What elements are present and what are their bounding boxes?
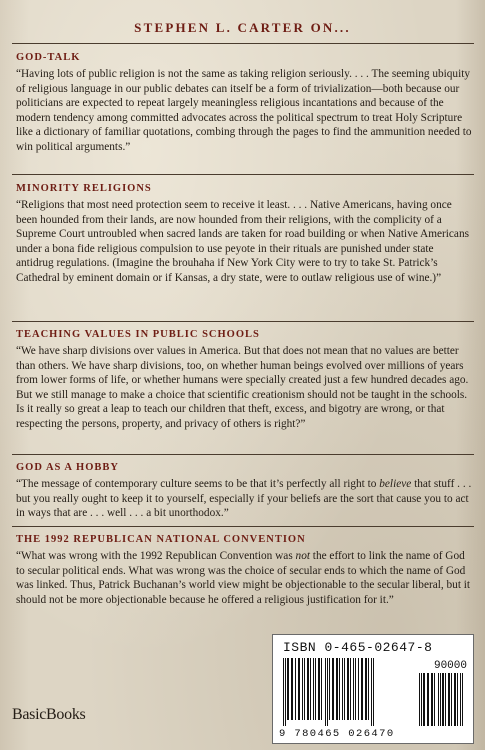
barcode-bar <box>448 673 450 726</box>
divider <box>12 526 474 527</box>
barcode-bar <box>462 673 463 726</box>
barcode-bar <box>347 658 349 720</box>
barcode-bar <box>353 658 354 720</box>
barcode-bar <box>332 658 334 720</box>
ean-number: 9 780465 026470 <box>279 728 395 740</box>
barcode-bar <box>336 658 338 720</box>
barcode-bar <box>310 658 311 720</box>
barcode-bar <box>295 658 296 720</box>
section-heading: GOD AS A HOBBY <box>16 462 119 473</box>
barcode-bar <box>298 658 300 720</box>
barcode-label <box>272 634 474 744</box>
section-heading: GOD-TALK <box>16 52 81 63</box>
section-quote: “Having lots of public religion is not the same as taking religion seriously. . . . The seeming ubiquity of religious language in our public debates can itself be a form of trivialization—both because our politicians are expected to repeat largely meaningless religious incantations and because of the modern tendency among committed advocates across the political spectrum to treat Holy Scripture like a dictionary of familiar quotations, combing through the pages to find the ammunition needed to win political arguments.” <box>16 68 472 153</box>
section-teaching-values <box>16 329 473 432</box>
barcode-bar <box>442 673 444 726</box>
barcode-bar <box>327 658 328 726</box>
barcode-bar <box>325 658 326 726</box>
barcode-bar <box>350 658 351 720</box>
barcode-bar <box>438 673 439 726</box>
section-heading: MINORITY RELIGIONS <box>16 183 152 194</box>
divider <box>12 174 474 175</box>
barcode-bar <box>304 658 305 720</box>
barcode-bar <box>358 658 359 720</box>
barcode-bar <box>451 673 452 726</box>
section-heading: THE 1992 REPUBLICAN NATIONAL CONVENTION <box>16 534 306 545</box>
barcode-bar <box>427 673 429 726</box>
barcode-bar <box>313 658 314 720</box>
barcode-bar <box>421 673 422 726</box>
barcode-bar <box>287 658 289 720</box>
quote-emphasis: believe <box>379 478 412 490</box>
price-addon-barcode <box>419 673 465 726</box>
barcode-bar <box>434 673 435 726</box>
divider <box>12 321 474 322</box>
section-quote: “Religions that most need protection seem to receive it least. . . . Native Americans, having once been hounded from their lands, are now hounded from their religions, with the complicity of a Supreme Court untroubled when sacred lands are taken for road building or when Native Americans under a bona fide religious compulsion to use peyote in their rituals are punished under state antidrug regulations. (Imagine the brouhaha if New York City were to try to take St. Patrick’s Cathedral by eminent domain or if Kansas, a dry state, were to outlaw religious use of wine.)” <box>16 199 469 284</box>
barcode-bar <box>307 658 309 720</box>
barcode-bar <box>431 673 433 726</box>
price-code: 90000 <box>433 660 467 672</box>
barcode-bar <box>285 658 286 726</box>
section-quote <box>16 549 473 607</box>
barcode-bar <box>315 658 316 720</box>
barcode-bar <box>365 658 367 720</box>
barcode-bar <box>423 673 425 726</box>
section-quote <box>16 477 473 521</box>
barcode-bar <box>454 673 456 726</box>
barcode-bar <box>344 658 345 720</box>
quote-text: “What was wrong with the 1992 Republican Convention was <box>16 550 296 562</box>
barcode-bar <box>339 658 340 720</box>
section-republican-convention <box>16 534 473 607</box>
barcode-bar <box>361 658 363 720</box>
section-minority-religions <box>16 183 473 286</box>
section-heading: TEACHING VALUES IN PUBLIC SCHOOLS <box>16 329 260 340</box>
barcode-bar <box>318 658 320 720</box>
barcode-bar <box>371 658 372 726</box>
section-god-talk <box>16 52 473 155</box>
divider <box>12 43 474 44</box>
barcode-bar <box>283 658 284 726</box>
barcode-bar <box>302 658 303 720</box>
barcode-bar <box>445 673 446 726</box>
barcode-bar <box>368 658 369 720</box>
barcode-bar <box>373 658 374 726</box>
barcode-bar <box>419 673 420 726</box>
divider <box>12 454 474 455</box>
barcode-bar <box>460 673 461 726</box>
barcode-bar <box>291 658 293 720</box>
barcode-bar <box>321 658 322 720</box>
quote-text: that stuff . . . but you really ought to keep it to yourself, especially if your beliefs are the sort that cause you to act in ways that are . . . well . . . a bit unorthodox.” <box>16 478 472 520</box>
barcode-bar <box>355 658 356 720</box>
isbn-number: ISBN 0-465-02647-8 <box>283 640 433 655</box>
section-god-as-hobby <box>16 462 473 521</box>
quote-text: “The message of contemporary culture seems to be that it’s perfectly all right to <box>16 478 380 490</box>
quote-emphasis: not <box>295 550 310 562</box>
barcode-bar <box>440 673 441 726</box>
barcode-bar <box>457 673 458 726</box>
section-quote: “We have sharp divisions over values in America. But that does not mean that no values are better than others. We have sharp divisions, too, on whether human beings evolved over millions of years from lower forms of life, or whether humans were specially created just a few hundred decades ago. But we still manage to make a choice that scientific creationism should not be taught in the schools. Is it really so great a leap to teach our children that theft, excess, and bigotry are wrong, or that respecting the persons, property, and privacy of others is right?” <box>16 345 469 430</box>
barcode-bar <box>342 658 343 720</box>
publisher-logo: BasicBooks <box>12 706 86 723</box>
ean-barcode <box>283 658 413 726</box>
cover-title: STEPHEN L. CARTER ON... <box>134 20 351 35</box>
barcode-bar <box>329 658 330 720</box>
quote-text: the effort to link the name of God to secular political ends. What was wrong was the choice of secular ends to which the name of God was linked. Thus, Patrick Buchanan’s world view might be objectionable to the secular liberal, but it should not be more objectionable because he offered a religious justification for it.” <box>16 550 471 606</box>
